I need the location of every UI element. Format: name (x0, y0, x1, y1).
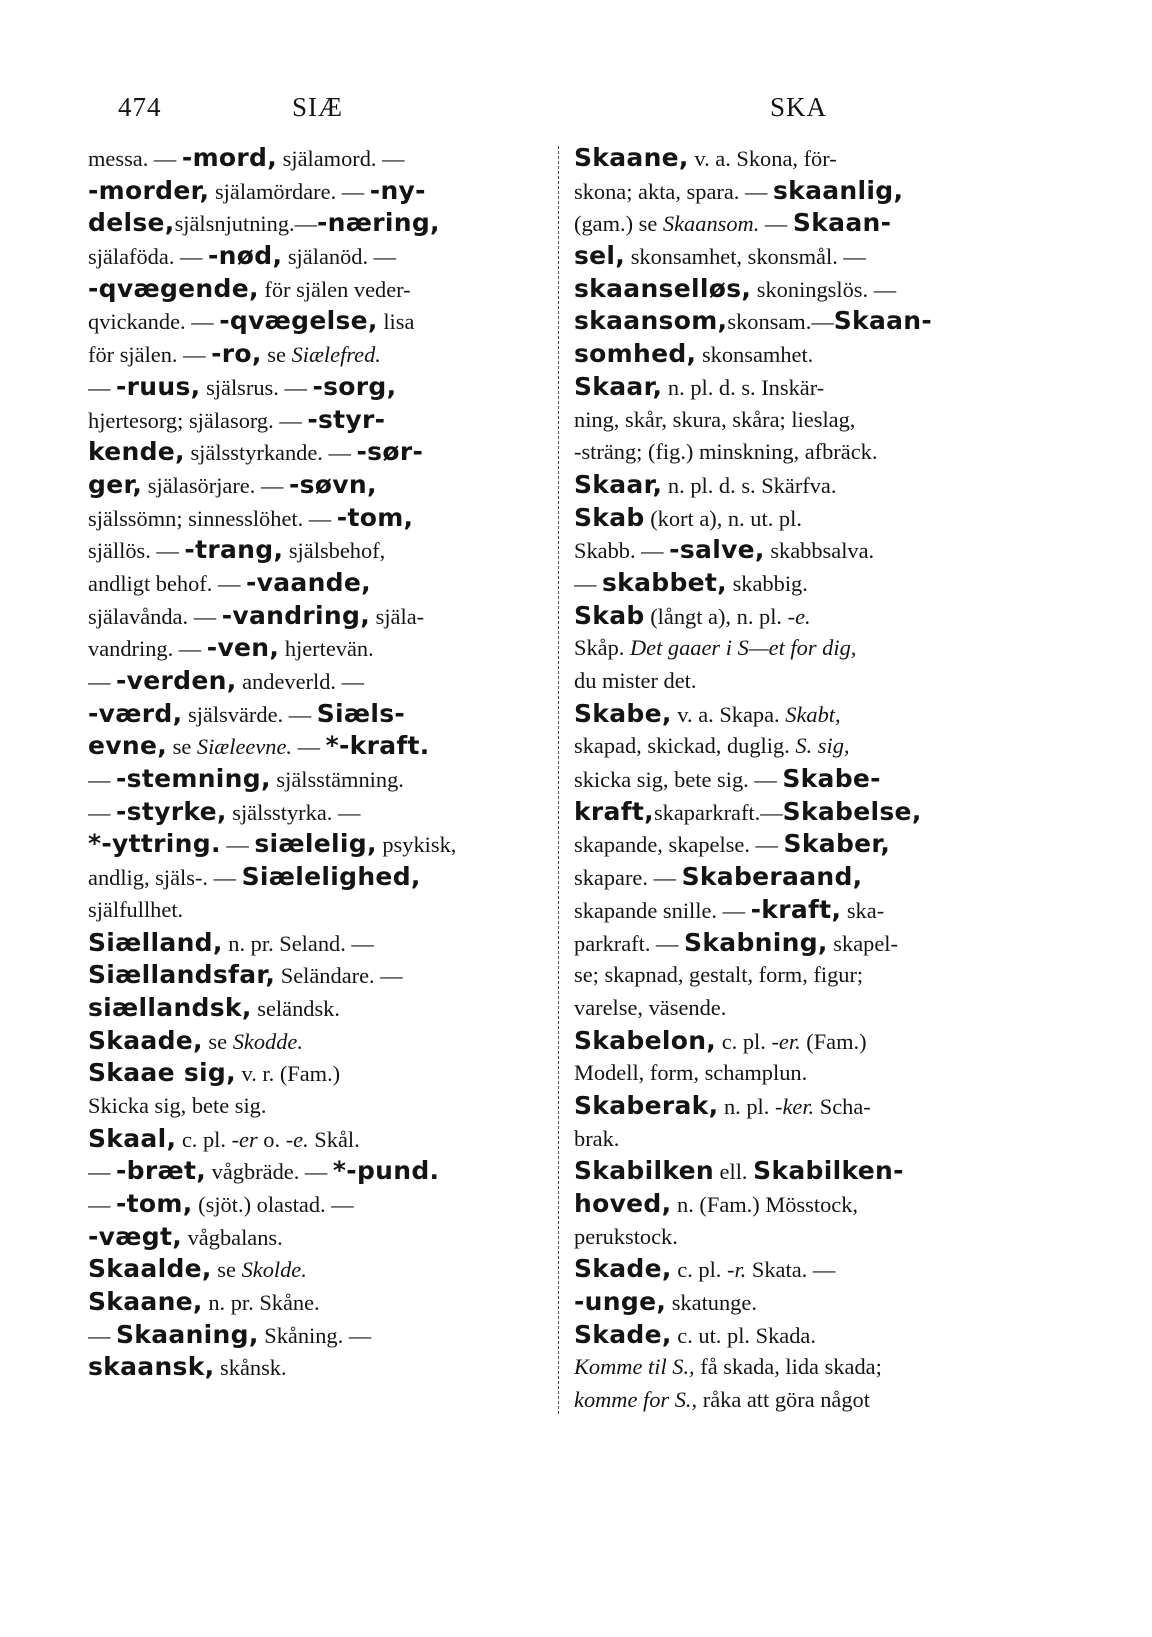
running-header (0, 80, 1152, 130)
entry-line: själssömn; sinnesslöhet. — -tom, (88, 502, 414, 532)
entry-line: Skaar, n. pl. d. s. Skärfva. (574, 469, 837, 499)
entry-line: Skaalde, se Skolde. (88, 1254, 307, 1284)
entry-line: Skaane, v. a. Skona, för- (574, 143, 837, 172)
left-column (88, 142, 548, 1384)
entry-line: själavånda. — -vandring, själa- (88, 600, 425, 630)
entry-line: -værd, själsvärde. — Siæls- (88, 698, 406, 728)
entry-line: Siællandsfar, Seländare. — (88, 960, 403, 990)
entry-line: Skaade, se Skodde. (88, 1025, 303, 1055)
entry-line: Skaberak, n. pl. -ker. Scha- (574, 1090, 871, 1120)
entry-line: skaansk, skånsk. (88, 1352, 287, 1382)
entry-line: Skåp. Det gaaer i S—et for dig, (574, 635, 857, 661)
entry-line: -unge, skatunge. (574, 1287, 757, 1317)
entry-line: sel, skonsamhet, skonsmål. — (574, 241, 866, 271)
guide-word-left: SIÆ (292, 92, 344, 122)
entry-line: messa. — -mord, själamord. — (88, 143, 405, 172)
entry-line: själfullhet. (88, 896, 184, 922)
entry-line: (gam.) se Skaansom. — Skaan- (574, 208, 892, 238)
entry-line: Modell, form, schamplun. (574, 1060, 808, 1086)
entry-line: evne, se Siæleevne. — *-kraft. (88, 731, 430, 761)
entry-line: Komme til S., få skada, lida skada; (574, 1354, 882, 1380)
entry-line: andlig, själs-. — Siælelighed, (88, 862, 421, 892)
entry-line: Skabelon, c. pl. -er. (Fam.) (574, 1025, 867, 1055)
entry-line: du mister det. (574, 668, 697, 693)
column-divider (558, 146, 559, 1414)
entry-line: Skab (långt a), n. pl. -e. (574, 600, 811, 630)
entry-line: skaansom,skonsam.—Skaan- (574, 306, 933, 336)
entry-line: — -ruus, själsrus. — -sorg, (88, 371, 397, 401)
entry-line: kende, själsstyrkande. — -sør- (88, 437, 424, 467)
entry-line: Skaane, n. pr. Skåne. (88, 1287, 320, 1317)
entry-line: -vægt, vågbalans. (88, 1221, 283, 1251)
entry-line: siællandsk, seländsk. (88, 992, 340, 1022)
entry-line: ning, skår, skura, skåra; lieslag, (574, 406, 856, 432)
entry-line: skapare. — Skaberaand, (574, 862, 863, 892)
entry-line: skicka sig, bete sig. — Skabe- (574, 764, 881, 794)
entry-line: Siælland, n. pr. Seland. — (88, 927, 374, 957)
entry-line: Skaae sig, v. r. (Fam.) (88, 1058, 341, 1088)
entry-line: själlös. — -trang, själsbehof, (88, 535, 386, 565)
right-column (574, 142, 1044, 1417)
entry-line: se; skapnad, gestalt, form, figur; (574, 962, 864, 988)
entry-line: perukstock. (574, 1223, 678, 1249)
entry-line: skaanselløs, skoningslös. — (574, 273, 897, 303)
entry-line: Skab (kort a), n. ut. pl. (574, 502, 802, 532)
entry-line: Skaar, n. pl. d. s. Inskär- (574, 371, 825, 401)
entry-line: Skaal, c. pl. -er o. -e. Skål. (88, 1123, 360, 1153)
entry-line: *-yttring. — siælelig, psykisk, (88, 829, 457, 859)
entry-line: — skabbet, skabbig. (574, 567, 808, 597)
entry-line: — -styrke, själsstyrka. — (88, 796, 361, 826)
guide-word-right: SKA (770, 92, 828, 122)
entry-line: delse,själsnjutning.—-næring, (88, 208, 440, 238)
entry-line: skapande, skapelse. — Skaber, (574, 829, 891, 859)
entry-line: skapad, skickad, duglig. S. sig, (574, 733, 850, 759)
entry-line: qvickande. — -qvægelse, lisa (88, 306, 415, 336)
entry-line: komme for S., råka att göra något (574, 1387, 870, 1413)
entry-line: Skade, c. pl. -r. Skata. — (574, 1254, 836, 1284)
entry-line: hjertesorg; själasorg. — -styr- (88, 404, 386, 434)
entry-line: — -stemning, själsstämning. (88, 764, 404, 794)
entry-line: själaföda. — -nød, själanöd. — (88, 241, 397, 271)
entry-line: ger, själasörjare. — -søvn, (88, 469, 377, 499)
entry-line: hoved, n. (Fam.) Mösstock, (574, 1189, 859, 1218)
entry-line: skapande snille. — -kraft, ska- (574, 894, 885, 924)
entry-line: -morder, själamördare. — -ny- (88, 175, 426, 205)
page-number: 474 (118, 92, 162, 122)
entry-line: andligt behof. — -vaande, (88, 567, 371, 597)
entry-line: kraft,skaparkraft.—Skabelse, (574, 796, 922, 826)
entry-line: för själen. — -ro, se Siælefred. (88, 339, 381, 369)
entry-line: brak. (574, 1125, 620, 1151)
entry-line: — -verden, andeverld. — (88, 666, 364, 695)
entry-line: Skabilken ell. Skabilken- (574, 1156, 904, 1186)
entry-line: -sträng; (fig.) minskning, afbräck. (574, 439, 878, 465)
entry-line: — -bræt, vågbräde. — *-pund. (88, 1156, 440, 1186)
entry-line: somhed, skonsamhet. (574, 339, 814, 369)
entry-line: Skicka sig, bete sig. (88, 1092, 267, 1118)
entry-line: — -tom, (sjöt.) olastad. — (88, 1189, 354, 1218)
entry-line: skona; akta, spara. — skaanlig, (574, 175, 904, 205)
entry-line: vandring. — -ven, hjertevän. (88, 633, 374, 663)
entry-line: Skabe, v. a. Skapa. Skabt, (574, 698, 841, 728)
entry-line: -qvægende, för själen veder- (88, 273, 411, 303)
entry-line: Skade, c. ut. pl. Skada. (574, 1319, 816, 1349)
entry-line: Skabb. — -salve, skabbsalva. (574, 535, 875, 565)
entry-line: — Skaaning, Skåning. — (88, 1319, 372, 1349)
entry-line: varelse, väsende. (574, 994, 727, 1020)
entry-line: parkraft. — Skabning, skapel- (574, 927, 898, 957)
